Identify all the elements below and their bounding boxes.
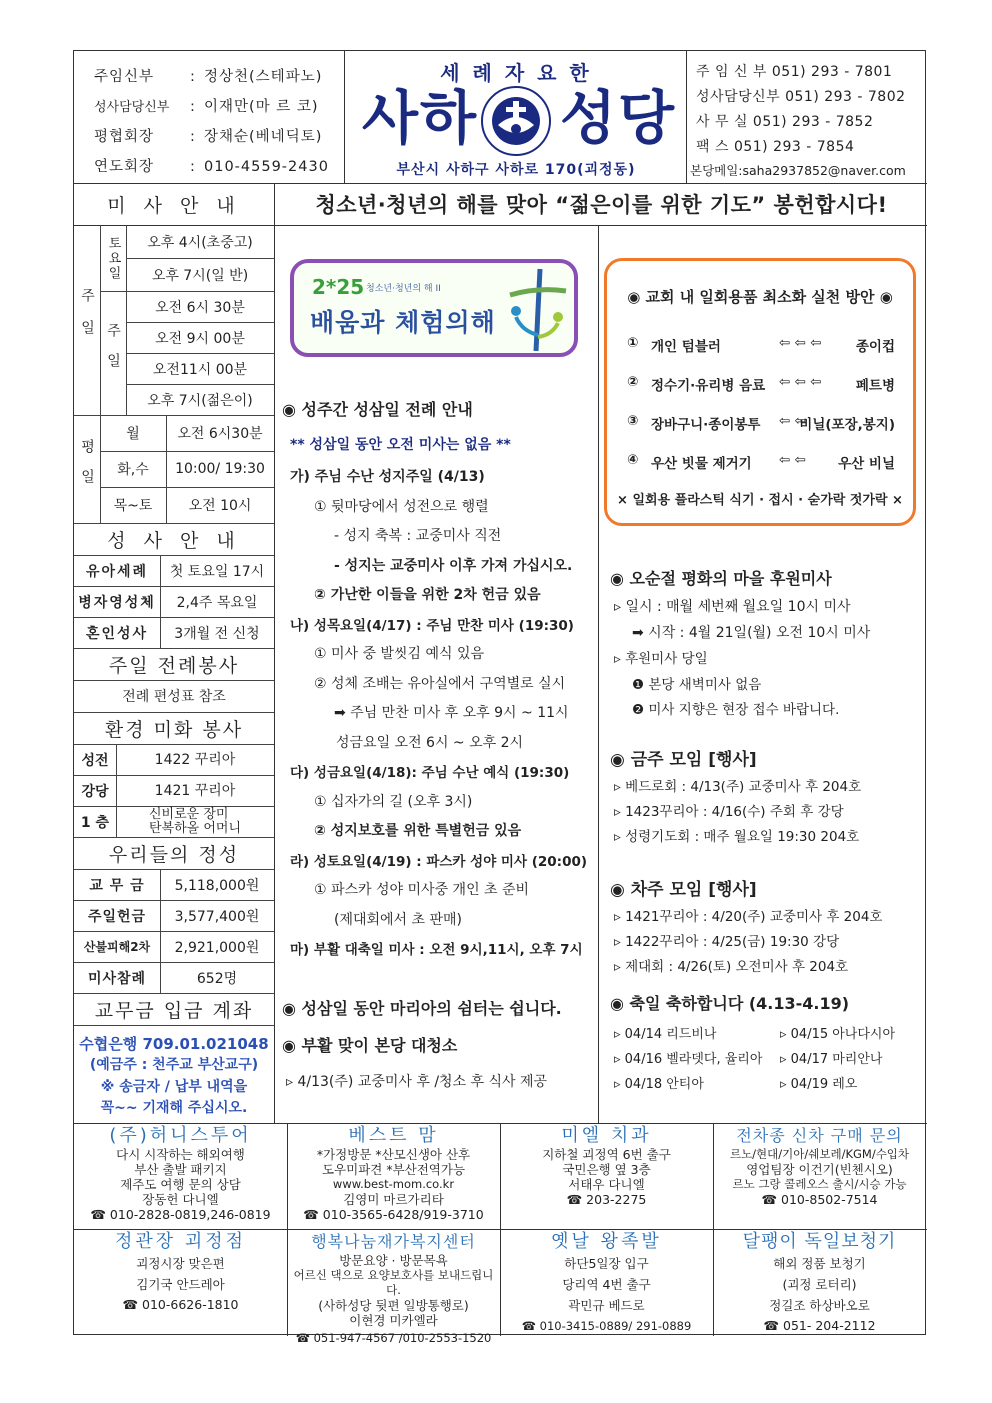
ad-phone: ☎ 010-3415-0889/ 291-0889: [521, 1319, 692, 1333]
ad-line: 제주도 여행 문의 상담: [120, 1177, 241, 1192]
staff-role: 성사담당신부: [94, 100, 170, 115]
disposable-replaced: 비닐(포장,봉지): [799, 417, 895, 433]
peace-line: ▹ 일시 : 매월 세번째 월요일 10시 미사: [614, 599, 851, 615]
sacrament-label: 혼인성사: [85, 625, 149, 642]
ad-title: 베스트 맘: [348, 1125, 439, 1146]
disposable-box: [604, 258, 916, 526]
saturday-mass-time: 오후 4시(초중고): [147, 234, 253, 251]
ad-line: 서태우 다니엘: [568, 1177, 645, 1192]
ad-line: 해외 정품 보청기: [773, 1256, 866, 1271]
account-bank: 수협은행 709.01.021048: [79, 1034, 269, 1053]
mass-info-title: 미 사 안 내: [107, 194, 241, 217]
offering-title: 우리들의 정성: [108, 843, 240, 866]
disposable-num: ②: [627, 374, 639, 390]
cleanup-title: ◉ 부활 맞이 본당 대청소: [282, 1036, 458, 1055]
disposable-replaced: 종이컵: [855, 339, 895, 355]
contact-row: 사 무 실 051) 293 - 7852: [696, 114, 874, 130]
cleanup-line: ▹ 4/13(주) 교중미사 후 /청소 후 식사 제공: [286, 1074, 548, 1090]
next-week-item: ▹ 1422꾸리아 : 4/25(금) 19:30 강당: [614, 934, 840, 950]
ad-box: [289, 1231, 498, 1345]
cleaning-area: 성전: [81, 752, 109, 769]
mary-rest-notice: ◉ 성삼일 동안 마리아의 쉼터는 쉽니다.: [282, 999, 562, 1018]
banner-year: 2*25: [312, 275, 365, 299]
this-week-item: ▹ 1423꾸리아 : 4/16(수) 주회 후 강당: [614, 804, 844, 820]
ad-line: 하단5일장 입구: [564, 1256, 649, 1271]
ad-box: [289, 1125, 498, 1229]
holyweek-title: ◉ 성주간 성삼일 전례 안내: [282, 400, 473, 419]
feast-item: ▹ 04/16 벨라뎃다, 율리아: [614, 1052, 763, 1067]
disposable-num: ③: [627, 413, 639, 429]
holyweek-item: 다) 성금요일(4/18): 주님 수난 예식 (19:30): [290, 765, 570, 781]
next-week-title: ◉ 차주 모임 [행사]: [610, 880, 757, 900]
year-banner: [290, 259, 578, 357]
cross-figure-icon: [500, 265, 570, 355]
contact-row: 팩 스 051) 293 - 7854: [696, 139, 855, 155]
sunday-mass-time: 오전 9시 00분: [155, 330, 245, 347]
ad-line: (사하성당 뒷편 일방통행로): [318, 1298, 469, 1313]
headline: 청소년·청년의 해를 맞아 “젊은이를 위한 기도” 봉헌합시다!: [315, 193, 888, 217]
staff-name: 이재만(마 르 코): [204, 99, 319, 115]
weekday-day: 화,수: [117, 462, 149, 478]
contact-row: 본당메일:saha2937852@naver.com: [690, 163, 906, 178]
disposable-num: ④: [627, 452, 639, 468]
ad-phone: ☎ 010-3565-6428/919-3710: [303, 1207, 484, 1222]
ad-phone: ☎ 051-947-4567 /010-2553-1520: [295, 1331, 492, 1345]
sunday-label: 주일: [79, 288, 95, 352]
contact-row: 주 임 신 부 051) 293 - 7801: [696, 64, 893, 80]
disposable-arrows: ⇦ ⇦ ⇦: [779, 335, 822, 351]
ad-phone: ☎ 010-2828-0819,246-0819: [90, 1207, 271, 1222]
liturgy-title: 주일 전례봉사: [108, 654, 240, 677]
sunday-sub-label: 주일: [105, 323, 121, 383]
church-title-block: [346, 51, 686, 183]
staff-row: [94, 95, 319, 116]
account-note: 꼭~~ 기재해 주십시오.: [100, 1100, 248, 1116]
church-address: 부산시 사하구 사하로 170(괴정동): [396, 162, 636, 178]
sunday-mass-time: 오전 6시 30분: [155, 299, 245, 316]
staff-sep: :: [190, 99, 196, 115]
ad-line: 국민은행 옆 3층: [562, 1162, 651, 1177]
offering-label: 주일헌금: [87, 908, 147, 925]
holyweek-item: ① 파스카 성야 미사중 개인 초 준비: [314, 882, 530, 898]
peace-line: ➡ 시작 : 4월 21일(월) 오전 10시 미사: [632, 624, 871, 641]
sacrament-value: 3개월 전 신청: [174, 625, 260, 642]
offering-label: 교 무 금: [89, 877, 145, 894]
this-week-item: ▹ 베드로회 : 4/13(주) 교중미사 후 204호: [614, 779, 862, 795]
staff-row: [94, 65, 322, 86]
offering-value: 3,577,400원: [174, 908, 260, 925]
ad-line: 방문요양 · 방문목욕: [339, 1253, 448, 1268]
banner-main: 배움과 체험의해: [310, 308, 496, 337]
header-contacts: [686, 51, 927, 183]
disposable-arrows: ⇦ ⇦: [779, 452, 806, 468]
sacrament-label: 유아세례: [85, 563, 149, 580]
weekday-time: 오전 10시: [188, 498, 252, 514]
feast-item: ▹ 04/15 아나다시아: [780, 1027, 896, 1042]
ad-phone: ☎ 203-2275: [566, 1192, 647, 1207]
ad-title: 달팽이 독일보청기: [742, 1231, 897, 1252]
staff-row: [94, 125, 322, 146]
ad-line: www.best-mom.co.kr: [332, 1177, 455, 1191]
holyweek-item: ② 성체 조배는 유아실에서 구역별로 실시: [314, 675, 566, 692]
holyweek-item: ➡ 주님 만찬 미사 후 오후 9시 ~ 11시: [334, 705, 569, 721]
disposable-title: ◉ 교회 내 일회용품 최소화 실천 방안 ◉: [627, 288, 893, 306]
peace-line: ❷ 미사 지향은 현장 접수 바랍니다.: [632, 702, 840, 718]
ad-line: 영업팀장 이건기(빈첸시오): [746, 1162, 893, 1177]
ad-line: 곽민규 베드로: [568, 1298, 645, 1313]
ad-box: [502, 1231, 711, 1336]
holyweek-item: ① 미사 중 발씻김 예식 있음: [314, 646, 485, 662]
ad-title: 행복나눔재가복지센터: [311, 1232, 476, 1251]
holyweek-item: 마) 부활 대축일 미사 : 오전 9시,11시, 오후 7시: [290, 942, 583, 958]
ad-box: [76, 1231, 285, 1336]
ad-line: 부산 출발 패키지: [134, 1162, 227, 1177]
cleaning-title: 환경 미화 봉사: [104, 718, 244, 741]
church-name-left: 사하: [362, 84, 479, 152]
staff-name: 010-4559-2430: [204, 159, 329, 175]
disposable-ban: × 일회용 플라스틱 식기 · 접시 · 숟가락 젓가락 ×: [617, 493, 903, 508]
cleaning-group: 1421 꾸리아: [154, 782, 236, 799]
liturgy-value: 전례 편성표 참조: [122, 689, 226, 705]
peace-line: ▹ 후원미사 당일: [614, 651, 708, 667]
offering-value: 5,118,000원: [174, 877, 260, 894]
holyweek-item: - 성지 축복 : 교중미사 직전: [334, 528, 502, 544]
staff-sep: :: [190, 69, 196, 85]
ad-line: 지하철 괴정역 6번 출구: [542, 1147, 671, 1162]
ad-box: [715, 1125, 924, 1229]
disposable-item: 정수기·유리병 음료: [651, 378, 766, 394]
staff-name: 장채순(베네딕토): [204, 129, 323, 145]
saturday-label: 토요일: [105, 235, 121, 281]
disposable-item: 장바구니·종이봉투: [651, 417, 761, 433]
account-title: 교무금 입금 계좌: [94, 999, 254, 1022]
holyweek-item: ① 뒷마당에서 성전으로 행렬: [314, 498, 489, 515]
ad-line: 이현경 미카엘라: [349, 1313, 438, 1328]
holyweek-item: - 성지는 교중미사 이후 가져 가십시오.: [334, 557, 573, 574]
sacrament-value: 첫 토요일 17시: [169, 563, 265, 580]
ad-line: 괴정시장 맞은편: [136, 1256, 225, 1271]
feast-item: ▹ 04/18 안티아: [614, 1077, 704, 1092]
offering-value: 2,921,000원: [174, 939, 260, 956]
account-holder: (예금주 : 천주교 부산교구): [89, 1057, 259, 1073]
cleaning-area: 1 층: [80, 814, 110, 831]
ad-title: 옛날 왕족발: [551, 1231, 662, 1252]
ad-phone: ☎ 051- 204-2112: [763, 1318, 876, 1333]
holyweek-item: 라) 성토요일(4/19) : 파스카 성야 미사 (20:00): [290, 853, 588, 870]
holyweek-item: (제대회에서 초 판매): [334, 911, 463, 928]
offering-label: 미사참례: [87, 970, 147, 987]
ad-box: [715, 1231, 924, 1336]
ad-line: 장동헌 다니엘: [142, 1192, 219, 1207]
next-week-item: ▹ 1421꾸리아 : 4/20(주) 교중미사 후 204호: [614, 909, 883, 925]
ad-title: 정관장 괴정점: [114, 1231, 247, 1252]
ad-line: 당리역 4번 출구: [562, 1277, 651, 1292]
holyweek-item: 나) 성목요일(4/17) : 주님 만찬 미사 (19:30): [290, 617, 574, 634]
holyweek-item: ② 성지보호를 위한 특별헌금 있음: [314, 823, 522, 839]
weekday-time: 10:00/ 19:30: [175, 461, 265, 477]
disposable-arrows: ⇦ ⇦: [779, 413, 806, 429]
cleaning-group: 신비로운 장미 탄복하올 어머니: [148, 806, 242, 836]
staff-role: 평협회장: [94, 129, 155, 145]
feast-item: ▹ 04/17 마리안나: [780, 1052, 883, 1067]
ad-line: (괴정 로터리): [782, 1277, 857, 1292]
next-week-item: ▹ 제대회 : 4/26(토) 오전미사 후 204호: [614, 959, 849, 975]
sacrament-title: 성 사 안 내: [107, 529, 241, 552]
ad-line: 르노/현대/기아/쉐보레/KGM/수입차: [729, 1147, 910, 1161]
saturday-mass-time: 오후 7시(일 반): [151, 267, 249, 284]
disposable-replaced: 페트병: [855, 378, 895, 394]
weekday-time: 오전 6시30분: [177, 426, 263, 442]
this-week-item: ▹ 성령기도회 : 매주 월요일 19:30 204호: [614, 829, 860, 845]
holyweek-notice: ** 성삼일 동안 오전 미사는 없음 **: [290, 437, 511, 453]
sunday-mass-time: 오전11시 00분: [152, 361, 248, 378]
disposable-arrows: ⇦ ⇦ ⇦: [779, 374, 822, 390]
disposable-num: ①: [627, 335, 639, 351]
staff-role: 주임신부: [94, 69, 155, 85]
ad-phone: ☎ 010-8502-7514: [761, 1192, 878, 1207]
sacrament-label: 병자영성체: [78, 594, 156, 611]
ad-title: 전차종 신차 구매 문의: [736, 1126, 903, 1145]
offering-value: 652명: [196, 970, 238, 987]
peace-title: ◉ 오순절 평화의 마을 후원미사: [610, 569, 832, 588]
weekday-label: 평일: [79, 439, 95, 499]
holyweek-item: ① 십자가의 길 (오후 3시): [314, 793, 473, 810]
ad-box: [76, 1125, 285, 1229]
ad-line: 김영미 마르가리타: [343, 1192, 444, 1207]
ad-line: 어르신 댁으로 요양보호사를 보내드립니다.: [293, 1268, 494, 1297]
disposable-replaced: 우산 비닐: [838, 456, 895, 472]
bulletin-page: [73, 50, 926, 1345]
ad-title: (주)허니스투어: [109, 1125, 252, 1146]
feast-title: ◉ 축일 축하합니다 (4.13-4.19): [610, 994, 850, 1013]
ad-line: 도우미파견 *부산전역가능: [321, 1162, 466, 1177]
disposable-item: 개인 텀블러: [651, 339, 721, 355]
church-name-right: 성당: [560, 84, 677, 152]
staff-sep: :: [190, 129, 196, 145]
staff-row: [94, 155, 329, 176]
contact-row: 성사담당신부 051) 293 - 7802: [696, 89, 906, 105]
sacrament-value: 2,4주 목요일: [176, 594, 258, 611]
ad-line: 다시 시작하는 해외여행: [116, 1147, 245, 1162]
offering-label: 산불피해2차: [83, 940, 151, 954]
ad-phone: ☎ 010-6626-1810: [122, 1297, 239, 1312]
church-emblem-icon: [480, 85, 552, 157]
staff-name: 정상천(스테파노): [204, 69, 323, 85]
cleaning-area: 강당: [81, 783, 109, 800]
disposable-item: 우산 빗물 제거기: [651, 456, 752, 472]
banner-subtitle: 청소년·청년의 해 II: [366, 284, 441, 294]
church-patron: 세 례 자 요 한: [440, 61, 592, 85]
holyweek-item: 성금요일 오전 6시 ~ 오후 2시: [336, 734, 524, 751]
ad-line: 정길조 하상바오로: [769, 1298, 870, 1313]
feast-item: ▹ 04/14 리드비나: [614, 1027, 717, 1042]
staff-role: 연도회장: [94, 159, 155, 175]
weekday-day: 월: [126, 426, 140, 442]
ad-line: 김기국 안드레아: [136, 1277, 225, 1292]
feast-item: ▹ 04/19 레오: [780, 1077, 858, 1092]
account-note: ※ 송금자 / 납부 내역을: [100, 1079, 248, 1095]
weekday-day: 목~토: [113, 498, 153, 514]
sunday-mass-time: 오후 7시(젊은이): [147, 392, 253, 409]
holyweek-item: 가) 주님 수난 성지주일 (4/13): [290, 469, 485, 485]
ad-line: 르노 그랑 콜레오스 출시/시승 가능: [732, 1177, 907, 1191]
holyweek-item: ② 가난한 이들을 위한 2차 헌금 있음: [314, 587, 541, 603]
cleaning-group: 1422 꾸리아: [154, 751, 236, 768]
this-week-title: ◉ 금주 모임 [행사]: [610, 750, 757, 770]
ad-title: 미엘 치과: [561, 1125, 652, 1146]
peace-line: ❶ 본당 새벽미사 없음: [632, 676, 762, 693]
ad-box: [502, 1125, 711, 1229]
header-staff: [74, 51, 344, 183]
staff-sep: :: [190, 159, 196, 175]
ad-line: *가정방문 *산모신생아 산후: [316, 1147, 471, 1162]
